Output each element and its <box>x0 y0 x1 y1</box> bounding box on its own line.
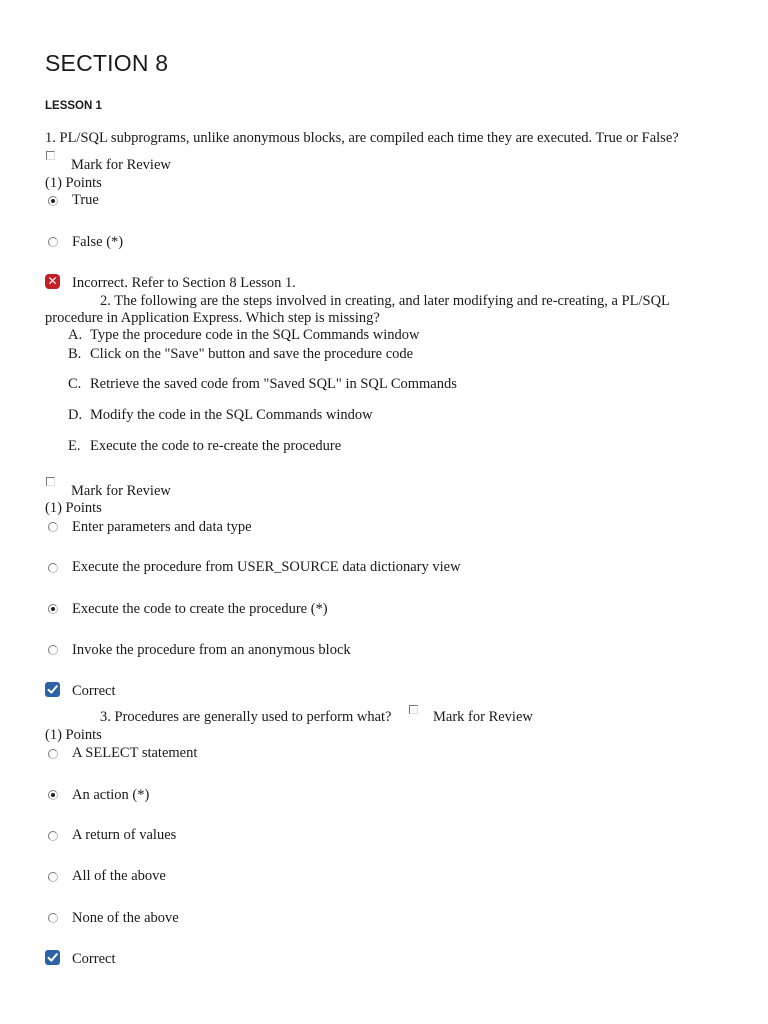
q2-option-radio-3[interactable] <box>48 604 58 614</box>
q1-mark-review-label: Mark for Review <box>71 157 171 173</box>
q2-option-2: Execute the procedure from USER_SOURCE data dictionary view <box>72 559 461 575</box>
q3-mark-review-checkbox[interactable] <box>409 705 418 714</box>
q2-step-a: Type the procedure code in the SQL Commands window <box>90 327 420 343</box>
lesson-title: LESSON 1 <box>45 100 102 112</box>
q2-question-line2: procedure in Application Express. Which step is missing? <box>45 310 380 326</box>
checkmark-icon <box>45 950 60 965</box>
q3-option-radio-1[interactable] <box>48 749 58 759</box>
q3-option-5: None of the above <box>72 910 179 926</box>
q3-option-1: A SELECT statement <box>72 745 198 761</box>
q3-option-radio-5[interactable] <box>48 913 58 923</box>
q3-mark-review-label: Mark for Review <box>433 709 533 725</box>
q2-step-letter-d: D. <box>68 407 83 423</box>
q2-step-letter-c: C. <box>68 376 82 392</box>
q2-option-radio-2[interactable] <box>48 563 58 573</box>
q1-question: 1. PL/SQL subprograms, unlike anonymous blocks, are compiled each time they are executed. True or False? <box>45 130 679 146</box>
q3-option-4: All of the above <box>72 868 166 884</box>
q1-points: (1) Points <box>45 175 102 191</box>
q3-result: Correct <box>72 951 116 967</box>
q3-option-radio-2[interactable] <box>48 790 58 800</box>
q3-question: 3. Procedures are generally used to perform what? <box>100 709 392 725</box>
q1-option-1: True <box>72 192 99 208</box>
q2-points: (1) Points <box>45 500 102 516</box>
q1-option-radio-1[interactable] <box>48 196 58 206</box>
q2-step-letter-b: B. <box>68 346 82 362</box>
q2-option-4: Invoke the procedure from an anonymous block <box>72 642 351 658</box>
q2-mark-review-label: Mark for Review <box>71 483 171 499</box>
q2-step-e: Execute the code to re-create the procedure <box>90 438 342 454</box>
checkmark-icon <box>45 682 60 697</box>
q2-step-c: Retrieve the saved code from "Saved SQL" in SQL Commands <box>90 376 457 392</box>
q1-option-radio-2[interactable] <box>48 237 58 247</box>
q2-step-b: Click on the "Save" button and save the procedure code <box>90 346 414 362</box>
q1-result: Incorrect. Refer to Section 8 Lesson 1. <box>72 275 296 291</box>
q3-option-3: A return of values <box>72 827 177 843</box>
q3-points: (1) Points <box>45 727 102 743</box>
q2-step-letter-e: E. <box>68 438 81 454</box>
x-icon: ✕ <box>45 274 60 289</box>
q3-option-2: An action (*) <box>72 787 150 803</box>
q3-option-radio-4[interactable] <box>48 872 58 882</box>
q1-mark-review-checkbox[interactable] <box>46 151 55 160</box>
q2-option-radio-4[interactable] <box>48 645 58 655</box>
q2-option-1: Enter parameters and data type <box>72 519 252 535</box>
q2-result: Correct <box>72 683 116 699</box>
q2-option-radio-1[interactable] <box>48 522 58 532</box>
q2-mark-review-checkbox[interactable] <box>46 477 55 486</box>
section-title: SECTION 8 <box>45 50 169 76</box>
q2-step-letter-a: A. <box>68 327 83 343</box>
q2-question-line1: 2. The following are the steps involved in creating, and later modifying and re-creating, a PL/SQL <box>100 293 670 309</box>
q3-option-radio-3[interactable] <box>48 831 58 841</box>
q2-option-3: Execute the code to create the procedure (*) <box>72 601 328 617</box>
q2-step-d: Modify the code in the SQL Commands window <box>90 407 373 423</box>
q1-option-2: False (*) <box>72 234 124 250</box>
